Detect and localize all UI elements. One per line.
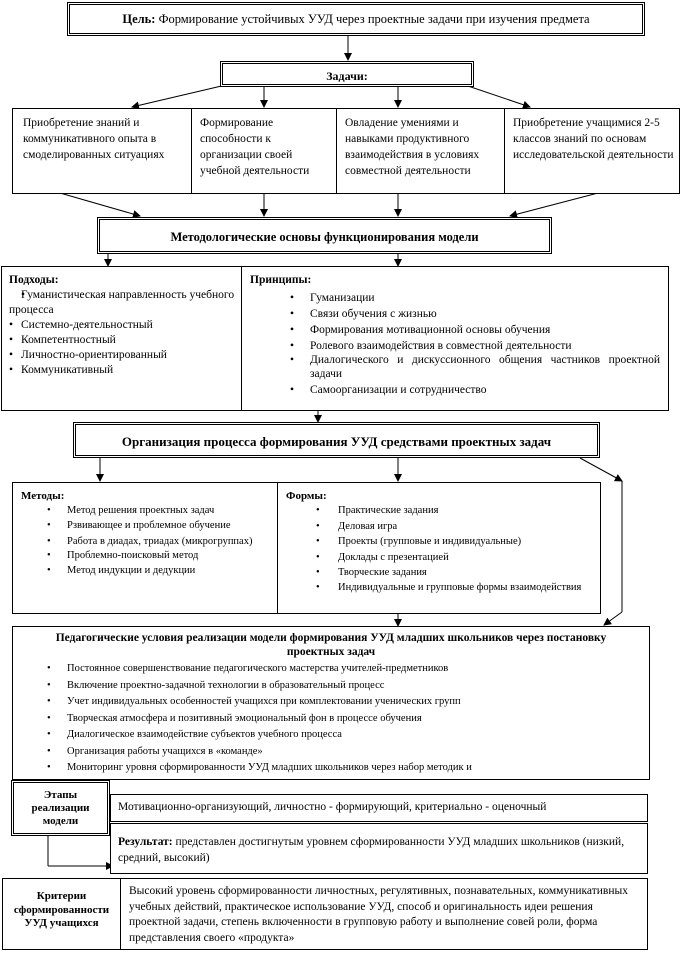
task-box-1 bbox=[12, 108, 192, 194]
task-box-4 bbox=[504, 108, 680, 194]
forms-title: Формы: bbox=[286, 490, 327, 502]
arrow-tasks-to-task4 bbox=[462, 84, 530, 107]
methods-list bbox=[21, 503, 273, 579]
goal-box bbox=[67, 2, 645, 36]
form-item: • Проекты (групповые и индивидуальные) bbox=[286, 534, 592, 550]
criteria-label-box bbox=[2, 878, 121, 950]
principle-item: • Диалогического и дискуссионного общения частников проектной задачи bbox=[250, 354, 660, 381]
organization-box bbox=[73, 422, 600, 458]
task-text-4: Приобретение учащимися 2-5 классов знаний по основам исследовательской деятельности bbox=[513, 117, 674, 161]
approach-item: • Коммуникативный bbox=[9, 363, 237, 378]
approach-item: • Личностно-ориентированный bbox=[9, 348, 237, 363]
form-item: • Практические задания bbox=[286, 503, 592, 519]
methodology-box bbox=[97, 217, 552, 254]
method-item: • Рзвивающее и проблемное обучение bbox=[21, 519, 273, 532]
approaches-box bbox=[1, 266, 242, 411]
approach-item: • Системно-деятельностный bbox=[9, 318, 237, 333]
methodology-title: Методологические основы функционирования модели bbox=[170, 230, 479, 244]
approach-item: • Гуманистическая направленность учебного процесса bbox=[9, 288, 237, 318]
task-box-2 bbox=[191, 108, 337, 194]
condition-item: • Постоянное совершенствование педагогического мастерства учителей-предметников bbox=[21, 661, 641, 678]
stages-label-box bbox=[11, 780, 110, 836]
organization-title: Организация процесса формирования УУД средствами проектных задач bbox=[121, 434, 552, 449]
principles-title: Принципы: bbox=[250, 274, 312, 286]
task-text-1: Приобретение знаний и коммуникативного опыта в смоделированных ситуациях bbox=[23, 117, 165, 161]
forms-list bbox=[286, 503, 592, 594]
principle-item: • Самоорганизации и сотрудничество bbox=[250, 384, 660, 398]
methods-box bbox=[12, 482, 278, 614]
tasks-title-box bbox=[220, 61, 474, 87]
stages-box bbox=[110, 794, 648, 822]
conditions-box bbox=[12, 626, 650, 780]
condition-item: • Организация работы учащихся в «команде» bbox=[21, 744, 641, 761]
result-text: представлен достигнутым уровнем сформированности УУД младших школьников (низкий, средний, высокий) bbox=[118, 836, 625, 864]
principles-list bbox=[250, 290, 660, 398]
goal-label: Цель: bbox=[122, 12, 156, 26]
result-label: Результат: bbox=[118, 836, 173, 848]
criteria-box bbox=[120, 878, 648, 950]
task-text-2: Формирование способности к организации своей учебной деятельности bbox=[200, 117, 310, 177]
method-item: • Работа в диадах, триадах (микрогруппах) bbox=[21, 535, 273, 548]
goal-text: Формирование устойчивых УУД через проектные задачи при изучения предмета bbox=[155, 12, 590, 26]
condition-item: • Творческая атмосфера и позитивный эмоциональный фон в процессе обучения bbox=[21, 711, 641, 728]
tasks-title: Задачи: bbox=[326, 69, 368, 83]
forms-box bbox=[277, 482, 601, 614]
method-item: • Метод решения проектных задач bbox=[21, 503, 273, 519]
form-item: • Творческие задания bbox=[286, 565, 592, 581]
method-item: • Проблемно-поисковый метод bbox=[21, 548, 273, 564]
arrow-org-to-right bbox=[580, 458, 622, 481]
stages-label: Этапы реализации модели bbox=[31, 789, 90, 827]
principle-item: • Гуманизации bbox=[250, 290, 660, 306]
approach-item: • Компетентностный bbox=[9, 333, 237, 348]
form-item: • Доклады с презентацией bbox=[286, 550, 592, 566]
condition-item: • Мониторинг уровня сформированности УУД младших школьников через набор методик и bbox=[21, 760, 641, 777]
criteria-text: Высокий уровень сформированности личностных, регулятивных, познавательных, коммуникативных учебных действий, практическое использование УУД, способ и оригинальность идеи решения проектной задачи, степень включенности в групповую работу и выполнение совей роли, форма представления своего «продукта» bbox=[129, 885, 628, 944]
conditions-title: Педагогические условия реализации модели формирования УУД младших школьников через постановку проектных задач bbox=[55, 632, 607, 658]
principle-item: • Ролевого взаимодействия в совместной деятельности bbox=[250, 338, 660, 354]
stages-text: Мотивационно-организующий, личностно - формирующий, критериально - оценочный bbox=[118, 801, 547, 813]
conditions-list bbox=[21, 661, 641, 777]
principle-item: • Формирования мотивационной основы обучения bbox=[250, 322, 660, 338]
principles-box bbox=[241, 266, 669, 411]
approaches-list bbox=[9, 288, 237, 378]
form-item: • Деловая игра bbox=[286, 519, 592, 535]
condition-item: • Включение проектно-задачной технологии в образовательный процесс bbox=[21, 678, 641, 695]
arrow-task1-to-method bbox=[60, 193, 140, 216]
arrow-tasks-to-task1 bbox=[132, 84, 230, 107]
methods-title: Методы: bbox=[21, 490, 65, 502]
arrow-task4-to-method bbox=[510, 193, 598, 216]
condition-item: • Учет индивидуальных особенностей учащихся при комплектовании ученических групп bbox=[21, 694, 641, 711]
arrow-right-to-conditions bbox=[604, 612, 622, 625]
task-box-3 bbox=[336, 108, 505, 194]
task-text-3: Овладение умениями и навыками продуктивного взаимодействия в условиях совместной деятельности bbox=[345, 117, 480, 177]
method-item: • Метод индукции и дедукции bbox=[21, 563, 273, 579]
result-box bbox=[110, 823, 648, 874]
condition-item: • Диалогическое взаимодействие субъектов учебного процесса bbox=[21, 727, 641, 744]
form-item: • Индивидуальные и групповые формы взаимодействия bbox=[286, 581, 592, 594]
principle-item: • Связи обучения с жизнью bbox=[250, 306, 660, 322]
criteria-label: Критерии сформированности УУД учащихся bbox=[13, 890, 110, 929]
approaches-title: Подходы: bbox=[9, 274, 59, 286]
